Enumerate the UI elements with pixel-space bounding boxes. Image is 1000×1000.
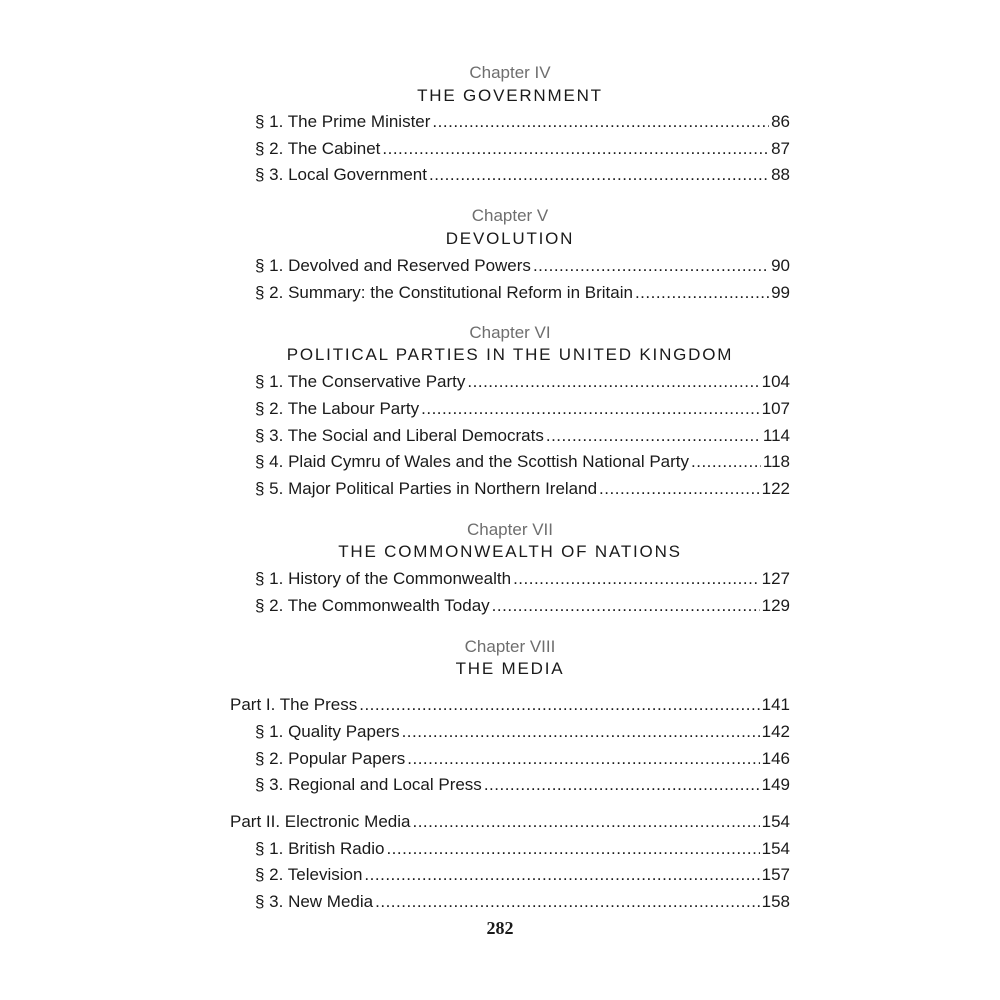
toc-entry-label: § 2. Television — [255, 865, 363, 884]
toc-entry-page: 142 — [761, 722, 790, 741]
toc-entry[interactable] — [255, 451, 790, 473]
page-number: 282 — [486, 918, 514, 938]
toc-entry-page: 114 — [762, 426, 790, 445]
dot-leader — [412, 811, 759, 833]
dot-leader — [386, 838, 759, 860]
toc-entry-page: 90 — [771, 256, 790, 275]
toc-entry[interactable] — [255, 398, 790, 420]
toc-entry-page: 118 — [762, 452, 790, 471]
dot-leader — [467, 371, 759, 393]
toc-part-entry[interactable] — [230, 811, 790, 833]
dot-leader — [402, 721, 760, 743]
dot-leader — [513, 568, 760, 590]
chapter-title: POLITICAL PARTIES IN THE UNITED KINGDOM — [286, 345, 734, 364]
dot-leader — [359, 694, 759, 716]
toc-entry-page: 107 — [761, 399, 790, 418]
toc-entry[interactable] — [255, 164, 790, 186]
dot-leader — [484, 774, 760, 796]
chapter-label: Chapter IV — [469, 63, 551, 82]
toc-entry-page: 122 — [761, 479, 790, 498]
dot-leader — [429, 164, 769, 186]
toc-entry-label: § 3. Local Government — [255, 165, 427, 184]
toc-entry-label: § 2. The Commonwealth Today — [255, 596, 490, 615]
toc-entry-page: 141 — [761, 695, 790, 714]
dot-leader — [533, 255, 769, 277]
toc-entry[interactable] — [255, 595, 790, 617]
toc-entry-page: 149 — [761, 775, 790, 794]
chapter-label: Chapter V — [471, 206, 549, 225]
dot-leader — [599, 478, 760, 500]
chapter-title: THE MEDIA — [455, 659, 565, 678]
toc-entry[interactable] — [255, 255, 790, 277]
toc-entry-label: § 1. British Radio — [255, 839, 385, 858]
toc-entry-label: § 3. The Social and Liberal Democrats — [255, 426, 544, 445]
toc-entry-label: Part II. Electronic Media — [230, 812, 411, 831]
toc-entry-label: § 3. Regional and Local Press — [255, 775, 482, 794]
chapter-label: Chapter VII — [467, 520, 553, 539]
toc-entry-label: § 2. Popular Papers — [255, 749, 406, 768]
chapter-title: THE COMMONWEALTH OF NATIONS — [338, 542, 682, 561]
toc-entry-page: 129 — [761, 596, 790, 615]
toc-entry-page: 127 — [761, 569, 790, 588]
toc-entry-page: 154 — [761, 839, 790, 858]
toc-entry[interactable] — [255, 282, 790, 304]
toc-entry-label: § 2. The Labour Party — [255, 399, 420, 418]
toc-entry-page: 104 — [761, 372, 790, 391]
toc-entry[interactable] — [255, 138, 790, 160]
toc-entry-label: § 4. Plaid Cymru of Wales and the Scottish National Party — [255, 452, 690, 471]
toc-entry-page: 87 — [771, 139, 790, 158]
toc-entry-page: 158 — [761, 892, 790, 911]
dot-leader — [375, 891, 760, 913]
toc-entry[interactable] — [255, 864, 790, 886]
toc-part-entry[interactable] — [230, 694, 790, 716]
toc-entry[interactable] — [255, 425, 790, 447]
toc-entry[interactable] — [255, 111, 790, 133]
dot-leader — [364, 864, 759, 886]
toc-entry-label: § 1. The Conservative Party — [255, 372, 466, 391]
dot-leader — [691, 451, 761, 473]
toc-entry-label: § 1. Quality Papers — [255, 722, 400, 741]
toc-entry-page: 88 — [771, 165, 790, 184]
chapter-title: THE GOVERNMENT — [417, 86, 603, 105]
toc-entry-label: § 2. Summary: the Constitutional Reform in Britain — [255, 283, 633, 302]
toc-entry[interactable] — [255, 748, 790, 770]
toc-entry-page: 86 — [771, 112, 790, 131]
toc-entry-page: 146 — [761, 749, 790, 768]
toc-entry[interactable] — [255, 478, 790, 500]
dot-leader — [421, 398, 760, 420]
toc-entry-page: 157 — [761, 865, 790, 884]
toc-entry-page: 99 — [771, 283, 790, 302]
toc-entry-label: § 2. The Cabinet — [255, 139, 381, 158]
dot-leader — [407, 748, 759, 770]
toc-entry[interactable] — [255, 891, 790, 913]
chapter-label: Chapter VIII — [464, 637, 556, 656]
table-of-contents — [230, 0, 790, 1000]
toc-entry-label: § 1. Devolved and Reserved Powers — [255, 256, 531, 275]
dot-leader — [382, 138, 769, 160]
toc-entry-label: § 5. Major Political Parties in Northern Ireland — [255, 479, 598, 498]
toc-entry-label: § 3. New Media — [255, 892, 374, 911]
chapter-label: Chapter VI — [469, 323, 551, 342]
dot-leader — [635, 282, 769, 304]
toc-entry[interactable] — [255, 568, 790, 590]
dot-leader — [432, 111, 769, 133]
toc-entry-label: § 1. History of the Commonwealth — [255, 569, 512, 588]
toc-entry-page: 154 — [761, 812, 790, 831]
dot-leader — [546, 425, 761, 447]
toc-entry-label: § 1. The Prime Minister — [255, 112, 431, 131]
toc-entry-label: Part I. The Press — [230, 695, 358, 714]
chapter-title: DEVOLUTION — [445, 229, 575, 248]
dot-leader — [492, 595, 760, 617]
toc-entry[interactable] — [255, 774, 790, 796]
toc-entry[interactable] — [255, 838, 790, 860]
toc-entry[interactable] — [255, 721, 790, 743]
toc-entry[interactable] — [255, 371, 790, 393]
